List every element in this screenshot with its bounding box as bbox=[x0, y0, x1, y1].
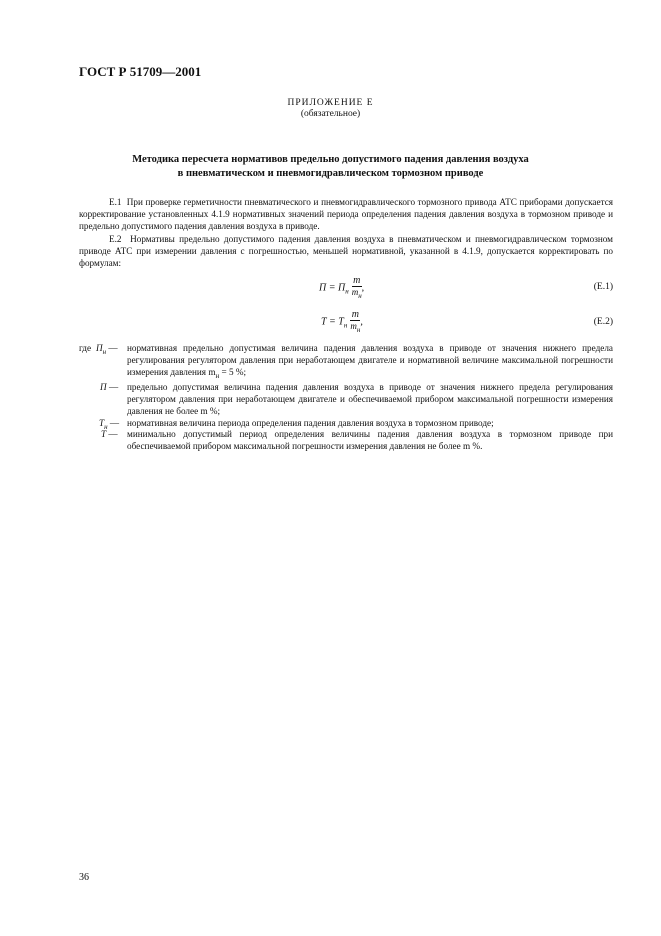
page-number: 36 bbox=[79, 872, 89, 883]
annex-title: ПРИЛОЖЕНИЕ Е bbox=[287, 98, 374, 108]
paragraph-e1 bbox=[79, 197, 613, 232]
standard-code: ГОСТ Р 51709—2001 bbox=[79, 64, 202, 79]
definitions-list bbox=[79, 343, 613, 453]
definition-term: Т — bbox=[101, 429, 118, 440]
definition-text: нормативная предельно допустимая величина падения давления воздуха в приводе от значения нижнего предела регулирования регулятором давления при неработающем двигателе и нормативной величине максимальной погрешности измерения давления $m_н = 5$ %; bbox=[127, 343, 613, 380]
paragraph-e2 bbox=[79, 234, 613, 269]
formula-e1: $П = П_н$ $\frac{m}{m_н}$ , bbox=[319, 275, 365, 300]
definition-text: нормативная величина периода определения падения давления воздуха в тормозном приводе; bbox=[127, 417, 494, 428]
definition-item bbox=[79, 418, 613, 430]
definition-term: $П_н$ — bbox=[96, 343, 118, 356]
formula-e2-number: (Е.2) bbox=[593, 317, 613, 327]
definition-text: предельно допустимая величина падения давления воздуха в приводе от значения нижнего предела регулирования регулятором давления при неработающем двигателе и обеспечиваемой прибором максимальной погрешности измерения давления не более m %; bbox=[127, 382, 613, 416]
definition-item bbox=[79, 382, 613, 417]
definition-text: минимально допустимый период определения величины падения давления воздуха в тормозном приводе при обеспечиваемой прибором максимальной погрешности измерения давления не более m %. bbox=[127, 429, 613, 452]
annex-status: (обязательное) bbox=[300, 109, 361, 119]
definition-term: $Т_н$ — bbox=[99, 417, 120, 431]
formula-e1-number: (Е.1) bbox=[593, 282, 613, 292]
annex-heading-line-2: в пневматическом и пневмогидравлическом тормозном приводе bbox=[177, 168, 484, 179]
paragraph-e1-label: Е.1 bbox=[109, 197, 122, 207]
paragraph-e2-text: Нормативы предельно допустимого падения давления воздуха в пневматическом и пневмогидравлическом тормозном приводе АТС при измерении давления с погрешностью, меньшей нормативной, указанной в 4.1.9, допускается корректировать по формулам: bbox=[79, 234, 613, 268]
annex-heading-line-1: Методика пересчета нормативов предельно допустимого падения давления воздуха bbox=[132, 154, 529, 165]
paragraph-e2-label: Е.2 bbox=[109, 234, 122, 244]
definition-item bbox=[79, 429, 613, 453]
definitions-where: где bbox=[79, 343, 92, 353]
definition-term: П — bbox=[100, 382, 119, 393]
formula-e2: $Т = Т_н$ $\frac{m}{m_н}$ , bbox=[321, 309, 363, 334]
paragraph-e1-text: При проверке герметичности пневматического и пневмогидравлического тормозного привода АТС приборами допускается корректирование установленных 4.1.9 нормативных значений периода определения падения давления воздуха в тормозном приводе и предельно допустимого падения давления воздуха в приводе. bbox=[79, 197, 614, 231]
definition-item bbox=[79, 343, 613, 382]
